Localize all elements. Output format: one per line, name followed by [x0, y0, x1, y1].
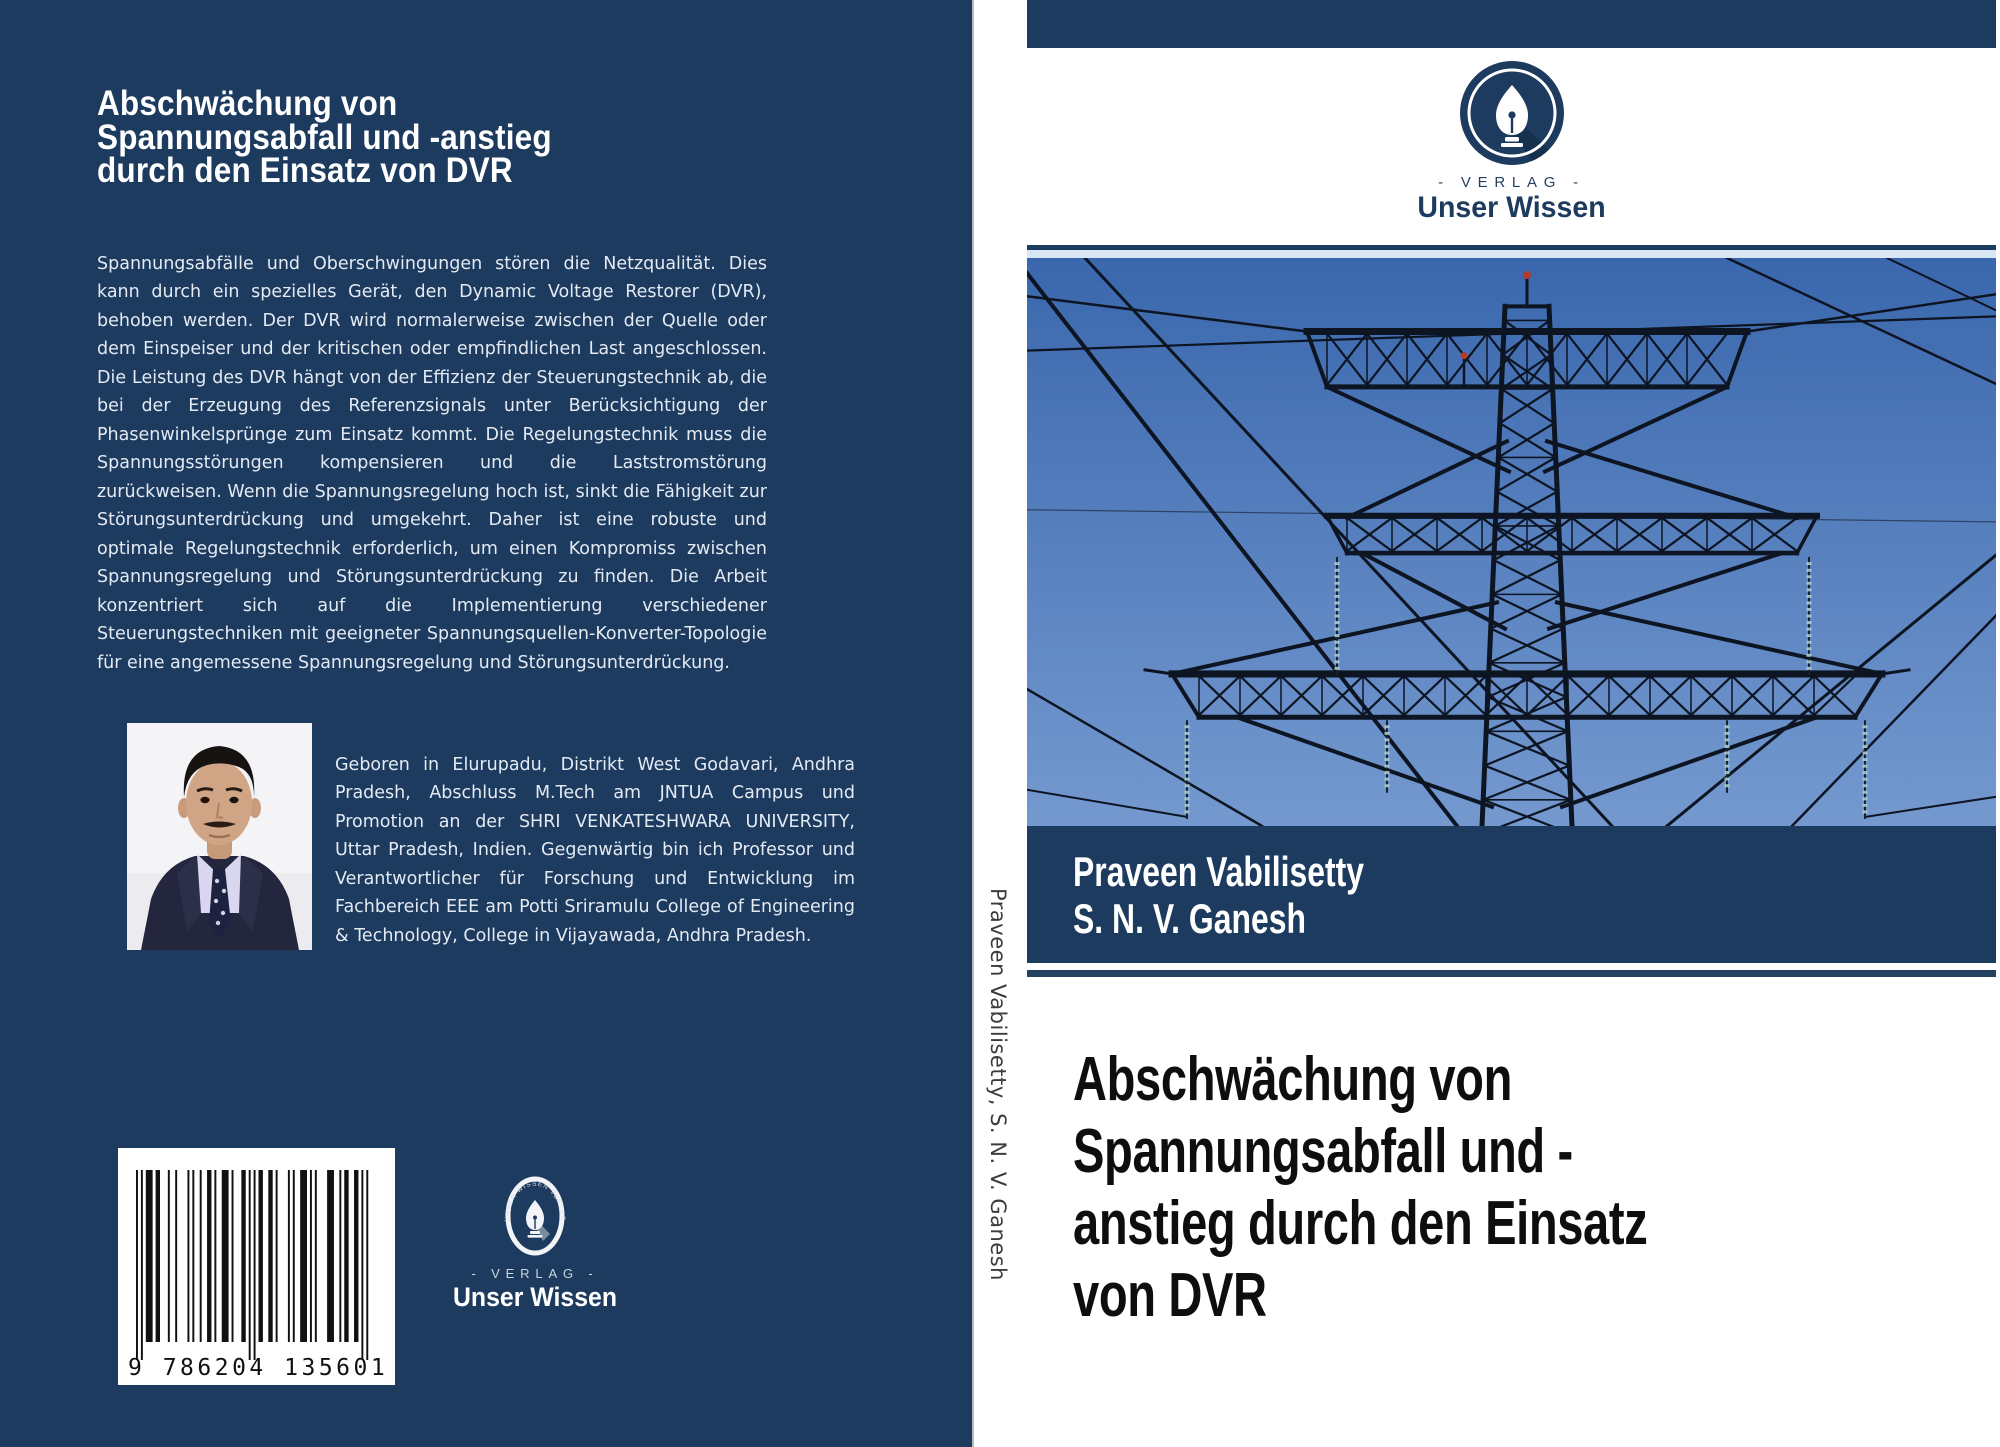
- barcode-digits: 9 786204 135601: [128, 1355, 389, 1381]
- barcode: [118, 1148, 395, 1385]
- back-title-line: Spannungsabfall und -anstieg: [97, 117, 552, 157]
- cover-photo: [1027, 245, 1996, 826]
- front-title-line: Spannungsabfall und -: [1073, 1116, 1573, 1186]
- front-title: [1073, 1044, 1772, 1332]
- spine-authors: Praveen Vabilisetty, S. N. V. Ganesh: [986, 888, 1010, 1281]
- publisher-name: Unser Wissen: [1417, 191, 1606, 224]
- tower-finial: [1461, 352, 1468, 359]
- author-name: Praveen Vabilisetty: [1073, 848, 1364, 895]
- back-title-line: Abschwächung von: [97, 84, 398, 124]
- publisher-seal: [430, 1170, 640, 1313]
- divider-rule: [1027, 970, 1996, 977]
- author-portrait-illustration: [127, 723, 312, 950]
- top-band: [1027, 0, 1996, 48]
- back-title: [97, 84, 727, 191]
- photo-top-highlight: [1027, 250, 1996, 258]
- tower-finial: [1523, 271, 1531, 279]
- author-photo: [127, 723, 312, 950]
- publisher-seal-emblem: [430, 1170, 640, 1262]
- pen-nib-icon: [526, 1200, 550, 1241]
- front-cover: [1027, 0, 1996, 1447]
- front-title-line: von DVR: [1073, 1260, 1267, 1330]
- front-title-line: Abschwächung von: [1073, 1044, 1512, 1114]
- back-cover: [0, 0, 972, 1447]
- seal-verlag-label: - VERLAG -: [471, 1266, 599, 1281]
- author-band: [1027, 826, 1996, 963]
- front-title-line: anstieg durch den Einsatz: [1073, 1188, 1648, 1258]
- seal-publisher-name: Unser Wissen: [452, 1282, 618, 1312]
- publisher-logo-emblem: [1457, 58, 1567, 168]
- barcode-svg: [118, 1148, 395, 1385]
- verlag-label: - VERLAG -: [1438, 174, 1585, 191]
- author-bio: Geboren in Elurupadu, Distrikt West Godavari, Andhra Pradesh, Abschluss M.Tech am JNTUA Campus und Promotion an der SHRI VENKATESHWARA UNIVERSITY, Uttar Pradesh, Indien. Gegenwärtig bin ich Professor und Verantwortlicher für Forschung und Entwicklung im Fachbereich EEE am Potti Sriramulu College of Engineering & Technology, College in Vijayawada, Andhra Pradesh.: [335, 754, 855, 946]
- publisher-logo: [1027, 58, 1996, 225]
- back-title-line: durch den Einsatz von DVR: [97, 151, 513, 191]
- seal-ring-text: UNSER WISSEN VERLAG: [503, 1180, 567, 1222]
- transmission-tower-illustration: [1027, 258, 1996, 826]
- back-blurb: Spannungsabfälle und Oberschwingungen stören die Netzqualität. Dies kann durch ein spezielles Gerät, den Dynamic Voltage Restorer (DVR), behoben werden. Der DVR wird normalerweise zwischen der Quelle oder dem Einspeiser und der kritischen oder empfindlichen Last angeschlossen. Die Leistung des DVR hängt von der Effizienz der Steuerungstechnik ab, die bei der Erzeugung des Referenzsignals unter Berücksichtigung der Phasenwinkelsprünge zum Einsatz kommt. Die Regelungstechnik muss die Spannungsstörungen kompensieren und die Laststromstörung zurückweisen. Wenn die Spannungsregelung hoch ist, sinkt die Fähigkeit zur Störungsunterdrückung und umgekehrt. Daher ist eine robuste und optimale Regelungstechnik erforderlich, um einen Kompromiss zwischen Spannungsregelung und Störungsunterdrückung zu finden. Die Arbeit konzentriert sich auf die Implementierung verschiedener Steuerungstechniken mit geeigneter Spannungsquellen-Konverter-Topologie für eine angemessene Spannungsregelung und Störungsunterdrückung.: [97, 253, 767, 673]
- author-name: S. N. V. Ganesh: [1073, 895, 1306, 942]
